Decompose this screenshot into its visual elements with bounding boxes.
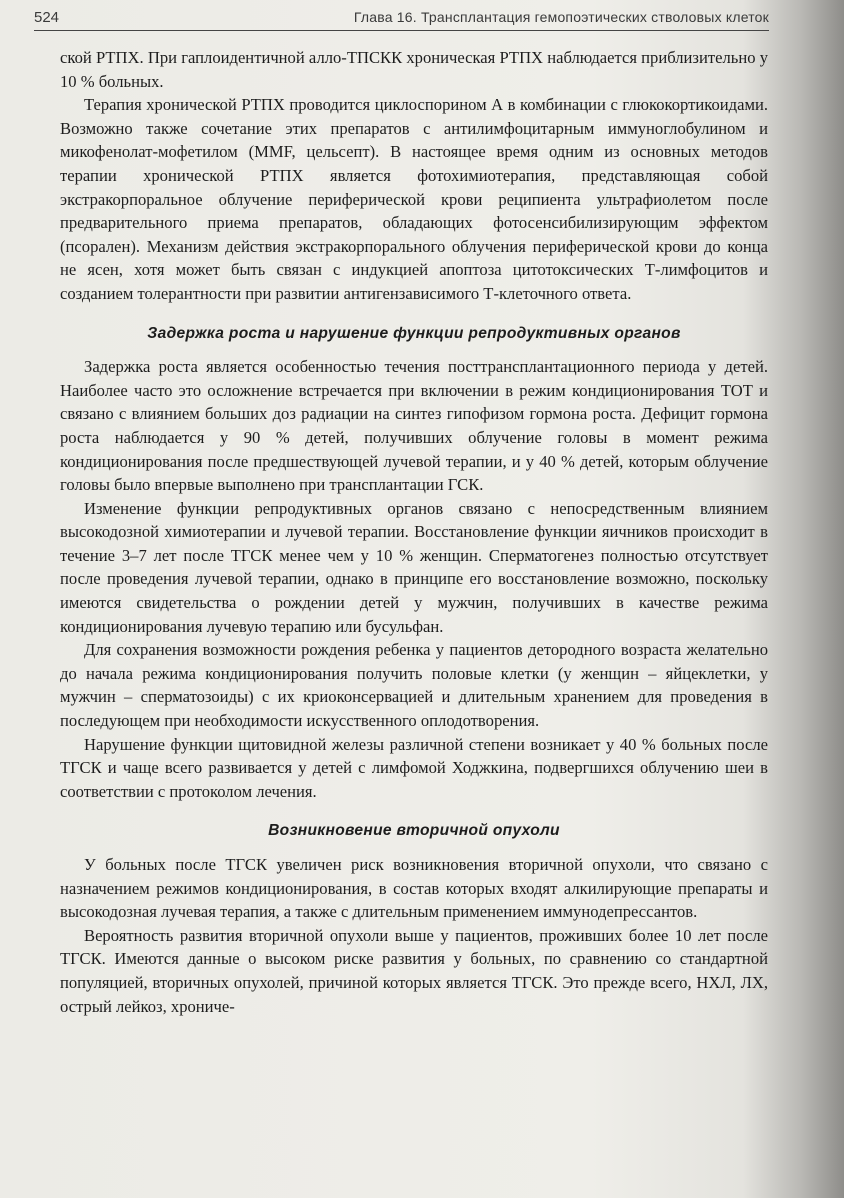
paragraph: У больных после ТГСК увеличен риск возникновения вторичной опухоли, что связано с назначением режимов кондиционирования, в состав которых входят алкилирующие препараты и высокодозная лучевая терапия, а также с длительным применением иммунодепрессантов. [60,855,768,922]
paragraph: Терапия хронической РТПХ проводится циклоспорином А в комбинации с глюкокортикоидами. Возможно также сочетание этих препаратов с антилимфоцитарным иммуноглобулином и микофенолат-мофетилом (MMF, цельсепт). В настоящее время одним из основных методов терапии хронической РТПХ является фотохимиотерапия, представляющая собой экстракорпоральное облучение периферической крови реципиента ультрафиолетом после предварительного приема препаратов, обладающих фотосенсибилизирующим эффектом (псорален). Механизм действия экстракорпорального облучения периферической крови до конца не ясен, хотя может быть связан с индукцией апоптоза цитотоксических Т-лимфоцитов и созданием толерантности при развитии антигензависимого Т-клеточного ответа. [60,95,768,303]
paragraph: Вероятность развития вторичной опухоли выше у пациентов, проживших более 10 лет после ТГСК. Имеются данные о высоком риске развития у больных, по сравнению со стандартной популяцией, вторичных опухолей, причиной которых является ТГСК. Это прежде всего, НХЛ, ЛХ, острый лейкоз, хрониче- [60,925,768,1016]
paragraph: Задержка роста является особенностью течения посттрансплантационного периода у детей. Наиболее часто это осложнение встречается при включении в режим кондиционирования ТОТ и связано с влиянием больших доз радиации на синтез гипофизом гормона роста. Дефицит гормона роста наблюдается у 90 % детей, получивших облучение головы в момент режима кондиционирования после предшествующей лучевой терапии, и у 40 % детей, которым облучение головы было впервые выполнено при трансплантации ГСК. [60,357,768,495]
running-title: Глава 16. Трансплантация гемопоэтических стволовых клеток [353,9,769,25]
section-heading: Возникновение вторичной опухоли [268,822,560,840]
paragraph: Для сохранения возможности рождения ребенка у пациентов детородного возраста желательно до начала режима кондиционирования получить половые клетки (у женщин – яйцеклетки, у мужчин – сперматозоиды) с их криоконсервацией и длительным хранением для проведения в последующем при необходимости искусственного оплодотворения. [60,640,768,731]
section-heading: Задержка роста и нарушение функции репродуктивных органов [147,324,681,342]
body-text [60,46,768,1018]
paragraph: Нарушение функции щитовидной железы различной степени возникает у 40 % больных после ТГСК и чаще всего развивается у детей с лимфомой Ходжкина, подвергшихся облучению шеи в соответствии с протоколом лечения. [60,734,768,801]
paragraph: ской РТПХ. При гаплоидентичной алло-ТПСКК хроническая РТПХ наблюдается приблизительно у 10 % больных. [60,48,768,91]
paragraph: Изменение функции репродуктивных органов связано с непосредственным влиянием высокодозной химиотерапии и лучевой терапии. Восстановление функции яичников происходит в течение 3–7 лет после ТГСК менее чем у 10 % женщин. Сперматогенез полностью отсутствует после проведения лучевой терапии, однако в принципе его восстановление возможно, поскольку имеются свидетельства о рождении детей у мужчин, получивших в качестве режима кондиционирования лучевую терапию или бусульфан. [60,498,768,636]
page-number: 524 [34,8,60,26]
running-header [34,4,769,31]
